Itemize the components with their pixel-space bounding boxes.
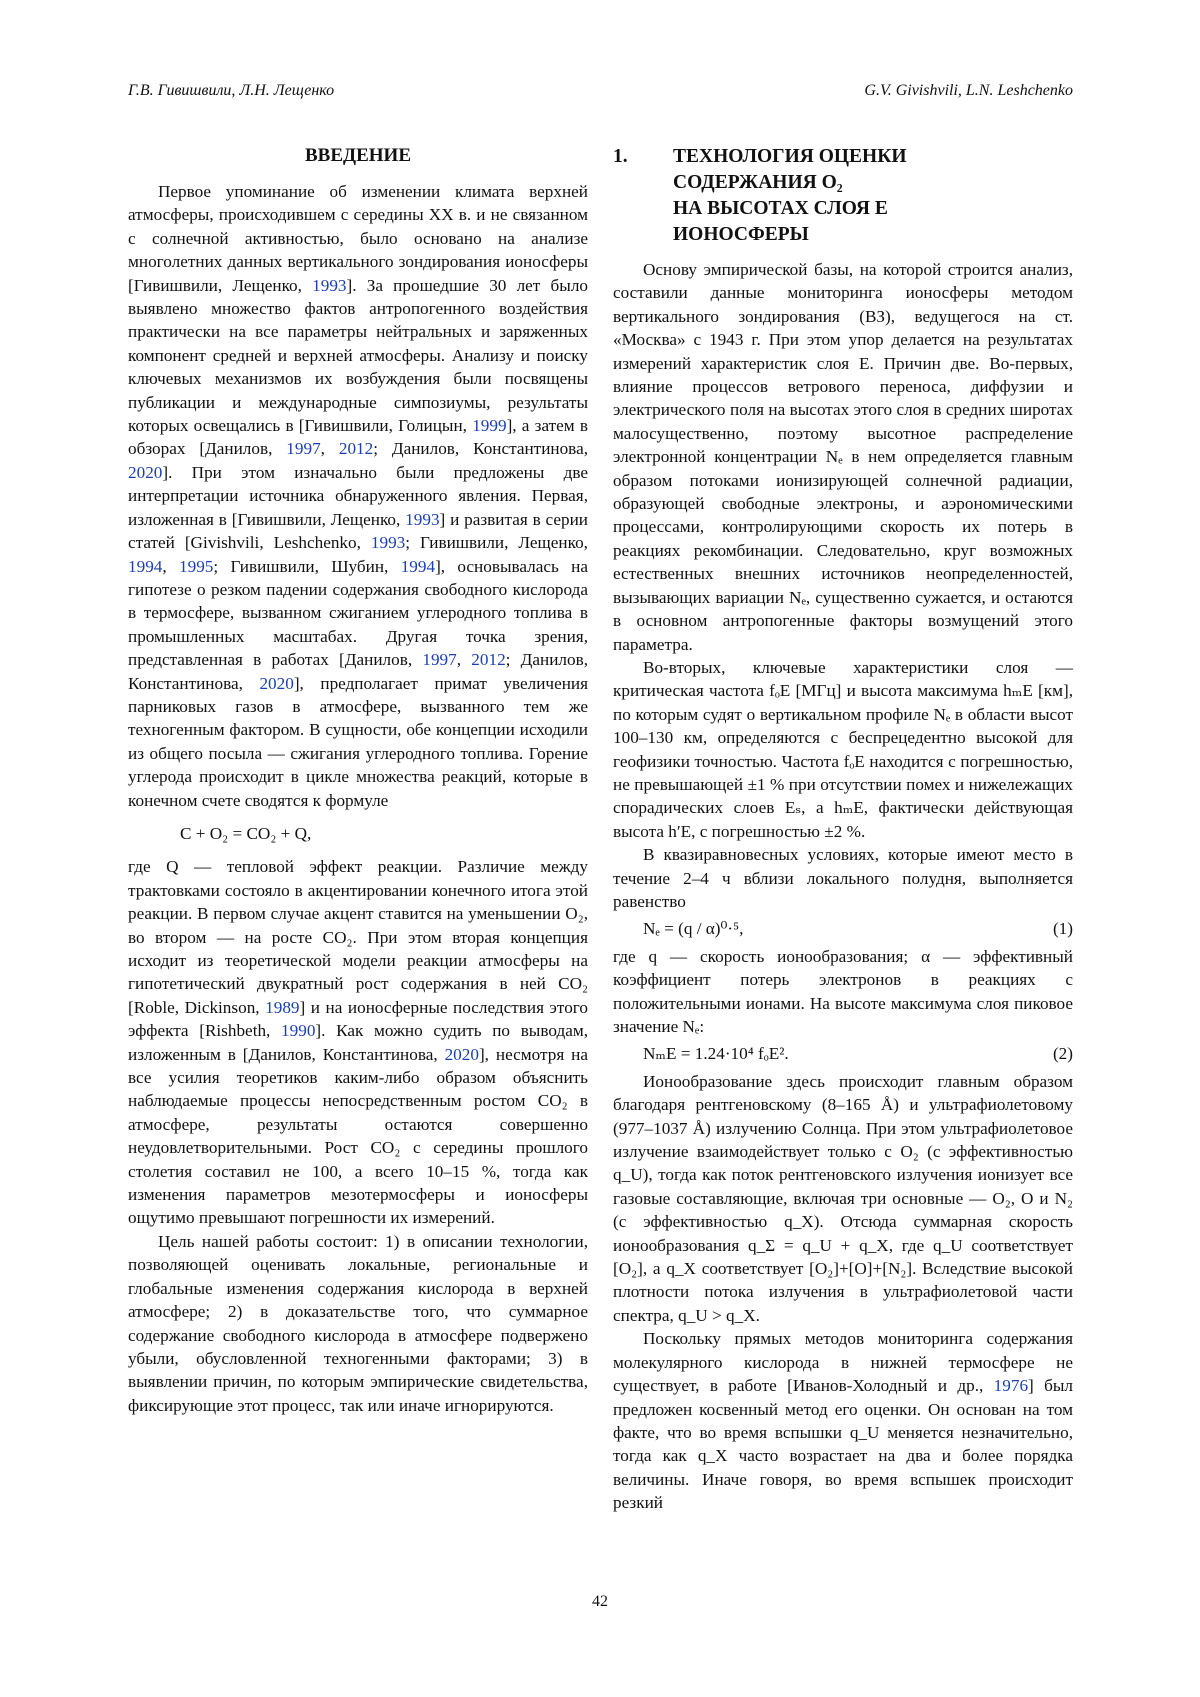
text-run: ; Гивишвили, Лещенко, <box>405 533 588 553</box>
text-run: ] и на ионосферные последствия этого эффекта [Rishbeth, <box>128 997 589 1041</box>
paragraph: Основу эмпирической базы, на которой строится анализ, составили данные мониторинга ионосферы методом вертикального зондирования (ВЗ), ведущегося на ст. «Москва» с 1943 г. При этом упор делается на результатах измерений характеристик слоя Е. Причин две. Во-первых, влияние процессов ветрового переноса, диффузии и электрического поля на высотах этого слоя в средних широтах малосущественно, поэтому высотное распределение электронной концентрации Nₑ в нем определяется главным образом потоками ионизирующей солнечной радиации, образующей свободные электроны, и аэрономическими процессами, контролирующими скорость их потерь в реакциях рекомбинации. Следовательно, круг возможных естественных внешних источников неопределенностей, вызывающих вариации Nₑ, существенно сужается, и остаются в основном антропогенные факторы возмущений этого параметра. <box>613 260 1073 654</box>
text-run: ; Данилов, Константинова, <box>128 650 589 693</box>
section-number: 1. <box>613 146 628 167</box>
paragraph <box>128 855 588 1230</box>
citation-link[interactable]: 1997 <box>286 439 321 459</box>
formula-combustion: C + O₂ = CO₂ + Q, <box>180 823 312 843</box>
section-title-introduction: ВВЕДЕНИЕ <box>305 145 411 166</box>
citation-link[interactable]: 1989 <box>265 997 300 1017</box>
paragraph: Ионообразование здесь происходит главным образом благодаря рентгеновскому (8–165 Å) и ультрафиолетовому (977–1037 Å) излучению Солнца. При этом ультрафиолетовое излучение взаимодействует только с O₂ (с эффективностью q_U), тогда как поток рентгеновского излучения ионизует все газовые составляющие, включая три основные — O₂, O и N₂ (с эффективностью q_X). Отсюда суммарная скорость ионообразования q_Σ = q_U + q_X, где q_U соответствует [O₂], а q_X соответствует [O₂]+[O]+[N₂]. Вследствие высокой плотности потока излучения в ультрафиолетовой части спектра, q_U > q_X. <box>613 1071 1073 1325</box>
text-run: где Q — тепловой эффект реакции. Различие между трактовками состояло в акцентировании конечного итога этой реакции. В первом случае акцент ставится на уменьшении O₂, во втором — на росте CO₂. При этом вторая концепция исходит из теоретической модели реакции атмосферы на гипотетический двукратный рост содержания в ней CO₂ [Roble, Dickinson, <box>128 857 588 1017</box>
text-run: ; Гивишвили, Шубин, <box>213 556 401 576</box>
running-header-authors-ru: Г.В. Гивишвили, Л.Н. Лещенко <box>128 82 335 99</box>
text-run: ]. Как можно судить по выводам, изложенным в [Данилов, Константинова, <box>128 1021 589 1064</box>
equation-2 <box>613 1042 1073 1065</box>
citation-link[interactable]: 1999 <box>472 416 507 436</box>
paragraph: Цель нашей работы состоит: 1) в описании технологии, позволяющей оценивать локальные, региональные и глобальные изменения содержания кислорода в верхней атмосфере; 2) в доказательстве того, что суммарное содержание свободного кислорода в атмосфере подвержено убыли, обусловленной техногенными факторами; 3) в выявлении причин, по которым эмпирические свидетельства, фиксирующие этот процесс, так или иначе игнорируются. <box>128 1231 588 1415</box>
paragraph <box>613 1327 1073 1514</box>
citation-link[interactable]: 1997 <box>422 650 457 670</box>
title-line: ТЕХНОЛОГИЯ ОЦЕНКИ <box>673 146 907 167</box>
citation-link[interactable]: 2012 <box>471 650 506 670</box>
text-run: ], основывалась на гипотезе о резком падении содержания свободного кислорода в термосфере, вызванном сжиганием углеродного топлива в промышленных масштабах. Другая точка зрения, представленная в работах [Данилов, <box>128 556 589 670</box>
text-run: ], предполагает примат увеличения парниковых газов в атмосфере, вызванного тем же техногенным фактором. В сущности, обе концепции исходили из общего посыла — сжигания углеродного топлива. Горение углерода происходит в цикле множества реакций, которые в конечном счете сводятся к формуле <box>128 673 589 810</box>
citation-link[interactable]: 2020 <box>128 462 163 482</box>
citation-link[interactable]: 1993 <box>370 533 406 553</box>
page-number: 42 <box>592 1593 608 1610</box>
section-title-1 <box>613 144 1073 248</box>
equation-expression: NₘE = 1.24·10⁴ fₒE². <box>643 1044 789 1064</box>
text-run: ; Данилов, Константинова, <box>373 439 588 459</box>
citation-link[interactable]: 1990 <box>281 1021 316 1041</box>
text-run: ], несмотря на все усилия теоретиков каким-либо образом объяснить наблюдаемые процессы непосредственным ростом CO₂ в атмосфере, результаты остаются совершенно неудовлетворительными. Рост CO₂ с середины прошлого столетия составил не 100, а всего 10–15 %, тогда как изменения параметров мезотермосферы и ионосферы ощутимо превышают погрешности их измерений. <box>128 1044 588 1228</box>
text-run: Первое упоминание об изменении климата верхней атмосферы, происходившем с середины XX в. и не связанном с солнечной активностью, было основано на анализе многолетних данных вертикального зондирования ионосферы [Гивишвили, Лещенко, <box>128 182 588 295</box>
text-run: , <box>162 556 179 576</box>
citation-link[interactable]: 2012 <box>338 439 374 459</box>
section-title-text <box>673 144 1073 248</box>
title-line: НА ВЫСОТАХ СЛОЯ Е <box>673 198 888 219</box>
equation-1 <box>613 917 1073 940</box>
paragraph: Во-вторых, ключевые характеристики слоя — критическая частота fₒE [МГц] и высота максимума hₘE [км], по которым судят о вертикальном профиле Nₑ в области высот 100–130 км, определяются с беспрецедентно высокой для геофизики точностью. Частота fₒE находится с погрешностью, не превышающей ±1 % при отсутствии помех и нижележащих спорадических слоев Eₛ, а hₘE, фактически действующая высота h′E, с погрешностью ±2 %. <box>613 657 1073 841</box>
text-run: ]. При этом изначально были предложены две интерпретации источника обнаруженного явления. Первая, изложенная в [Гивишвили, Лещенко, <box>128 462 588 529</box>
text-run: ] и развитая в серии статей [Givishvili, Leshchenko, <box>128 509 588 553</box>
text-run: , <box>320 439 339 459</box>
paragraph: где q — скорость ионообразования; α — эффективный коэффициент потерь электронов в реакциях с положительными ионами. На высоте максимума слоя пиковое значение Nₑ: <box>613 946 1073 1036</box>
citation-link[interactable]: 1976 <box>993 1376 1029 1396</box>
text-run: ]. За прошедшие 30 лет было выявлено множество фактов антропогенного воздействия практически на все параметры нейтральных и заряженных компонент средней и верхней атмосферы. Анализу и поиску ключевых механизмов их возбуждения были посвящены публикации и международные симпозиумы, результаты которых освещались в [Гивишвили, Голицын, <box>128 275 588 436</box>
equation-expression: Nₑ = (q / α)⁰·⁵, <box>643 919 744 939</box>
citation-link[interactable]: 1994 <box>400 556 436 576</box>
title-line: СОДЕРЖАНИЯ O₂ <box>673 172 843 193</box>
text-run: ], а затем в обзорах [Данилов, <box>128 416 588 459</box>
citation-link[interactable]: 2020 <box>259 673 294 693</box>
running-header-authors-en: G.V. Givishvili, L.N. Leshchenko <box>864 82 1073 99</box>
citation-link[interactable]: 1994 <box>128 556 163 576</box>
equation-number: (1) <box>1052 919 1073 939</box>
text-run: Поскольку прямых методов мониторинга содержания молекулярного кислорода в нижней термосфере не существует, в работе [Иванов-Холодный и др., <box>613 1329 1073 1396</box>
citation-link[interactable]: 1993 <box>312 275 347 295</box>
citation-link[interactable]: 1993 <box>405 509 440 529</box>
text-run: , <box>456 650 472 670</box>
title-line: ИОНОСФЕРЫ <box>673 224 809 245</box>
right-column <box>613 144 1073 1515</box>
paragraph: В квазиравновесных условиях, которые имеют место в течение 2–4 ч вблизи локального полудня, выполняется равенство <box>613 845 1073 911</box>
citation-link[interactable]: 1995 <box>179 556 214 576</box>
text-run: ] был предложен косвенный метод его оценки. Он основан на том факте, что во время вспышки q_U меняется незначительно, тогда как q_X часто возрастает на два и более порядка величины. Иначе говоря, во время вспышек происходит резкий <box>613 1376 1073 1513</box>
equation-number: (2) <box>1052 1044 1073 1064</box>
paragraph <box>128 180 588 812</box>
left-column <box>128 144 588 1417</box>
citation-link[interactable]: 2020 <box>444 1044 479 1064</box>
